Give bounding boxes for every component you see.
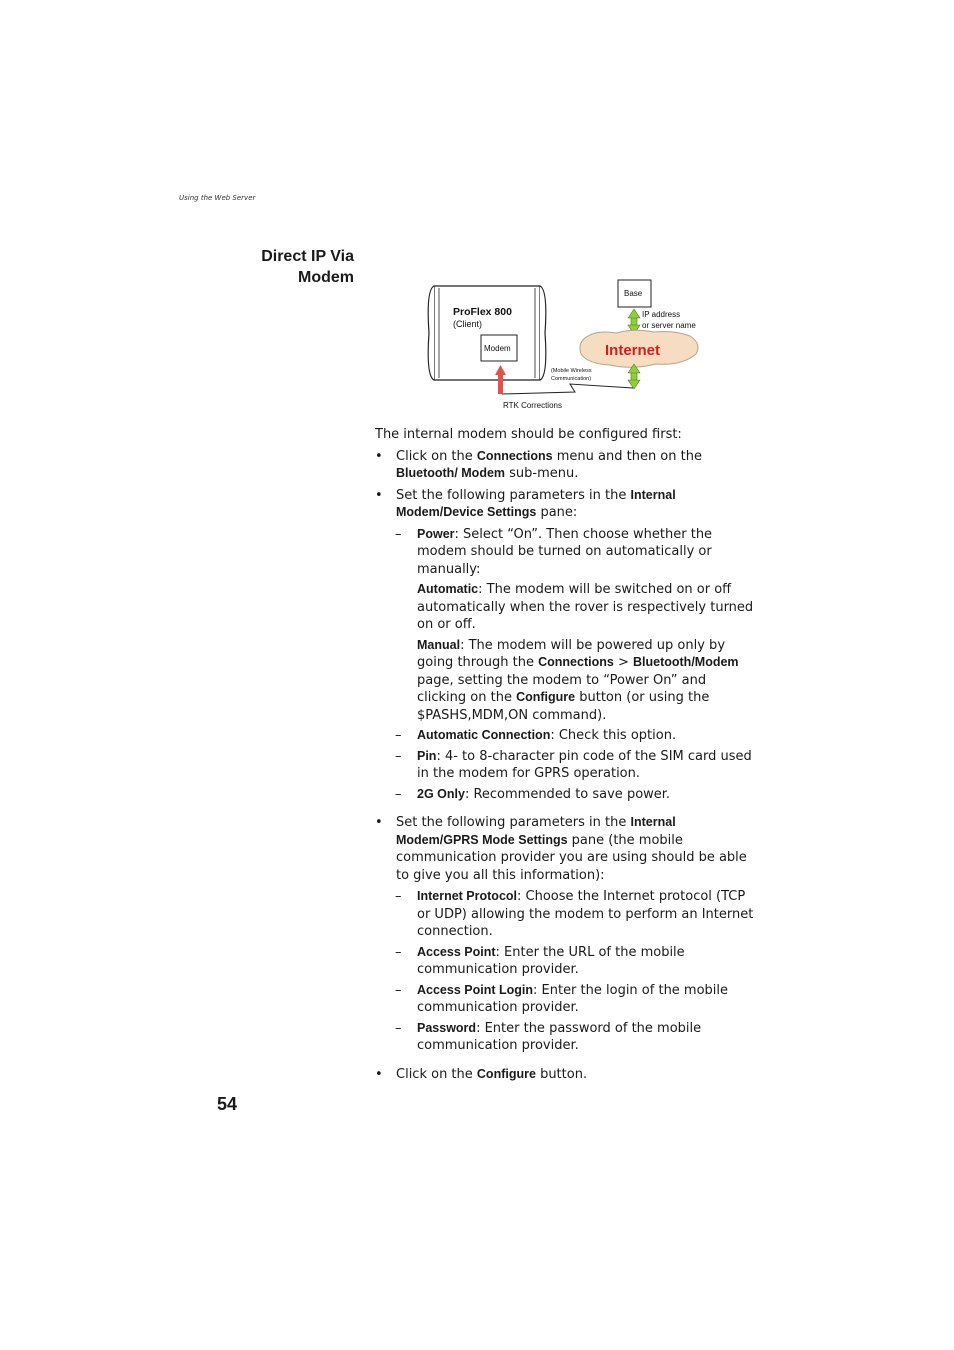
modem-label: Modem — [484, 344, 511, 353]
ip-address-label: IP address — [642, 310, 681, 319]
bullet-mark: • — [375, 448, 383, 464]
pane-name: Internal Modem/GPRS Mode Settings — [396, 815, 676, 847]
menu-name: Connections — [476, 448, 553, 463]
device-role-label: (Client) — [453, 319, 483, 329]
pane-name: Internal Modem/Device Settings — [396, 487, 676, 519]
wireless-label-1: (Mobile Wireless — [551, 368, 592, 374]
wireless-link — [502, 384, 633, 394]
instructions — [375, 426, 755, 1087]
list-item: • Click on the Connections menu and then on the Bluetooth/ Modem sub-menu. — [375, 448, 702, 481]
submenu-name: Bluetooth/ Modem — [396, 466, 506, 480]
sub-item-access-point: – Access Point: Enter the URL of the mobile communication provider. — [395, 944, 685, 977]
sub-item-power: – Power: Select “On”. Then choose whether the modem should be turned on automatically or manually: — [395, 526, 713, 577]
rtk-label: RTK Corrections — [503, 401, 562, 410]
network-diagram — [420, 276, 720, 416]
server-name-label: or server name — [642, 321, 696, 330]
bullet-mark: • — [375, 487, 383, 503]
page-number: 54 — [217, 1094, 238, 1114]
bullet-mark: • — [375, 1066, 383, 1082]
intro-text: The internal modem should be configured first: — [375, 427, 682, 442]
sub-para-automatic: Automatic: The modem will be switched on or off automatically when the rover is respectively turned on or off. — [417, 582, 754, 632]
device-name-label: ProFlex 800 — [453, 306, 512, 318]
proflex-device — [434, 286, 540, 380]
sub-item-access-point-login: – Access Point Login: Enter the login of the mobile communication provider. — [395, 982, 729, 1015]
sub-item-password: – Password: Enter the password of the mobile communication provider. — [395, 1020, 702, 1053]
sub-item-pin: – Pin: 4- to 8-character pin code of the SIM card used in the modem for GPRS operation. — [395, 748, 752, 781]
button-name: Configure — [476, 1066, 536, 1081]
list-item: • Click on the Configure button. — [375, 1066, 588, 1082]
wireless-label-2: Communication) — [551, 376, 592, 382]
base-label: Base — [624, 289, 643, 298]
sub-item-automatic-connection: – Automatic Connection: Check this option. — [395, 728, 677, 743]
internet-label: Internet — [605, 342, 661, 359]
sub-para-manual: Manual: The modem will be powered up only by going through the Connections > Bluetooth/Modem page, setting the modem to “Power On” and clicking on the Configure button (or using the $PASHS,MDM,ON command). — [417, 637, 739, 723]
list-item: • Set the following parameters in the Internal Modem/Device Settings pane: — [375, 487, 676, 520]
bullet-mark: • — [375, 815, 383, 830]
list-item: • Set the following parameters in the Internal Modem/GPRS Mode Settings pane (the mobile communication provider you are using should be able to give you all this information): — [375, 815, 747, 883]
sub-item-2g-only: – 2G Only: Recommended to save power. — [395, 786, 671, 802]
sub-item-internet-protocol: – Internet Protocol: Choose the Internet protocol (TCP or UDP) allowing the modem to perform an Internet connection. — [395, 889, 754, 939]
section-title: Direct IP Via Modem — [261, 248, 354, 286]
running-header: Using the Web Server — [179, 194, 256, 202]
